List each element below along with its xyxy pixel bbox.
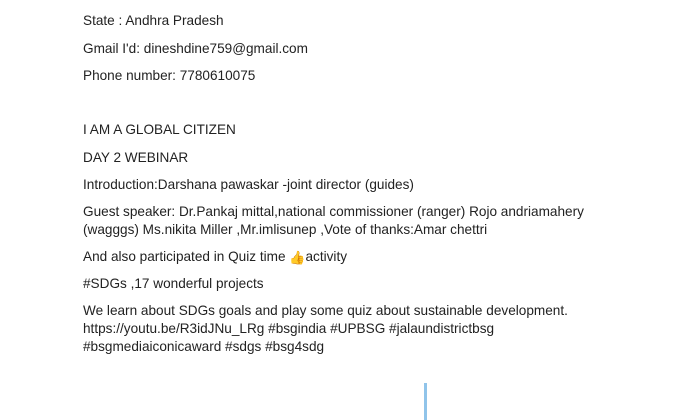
learn-line-3-hashtags: #bsgmediaiconicaward #sdgs #bsg4sdg bbox=[83, 339, 325, 354]
introduction-line: Introduction:Darshana pawaskar -joint director (guides) bbox=[83, 177, 414, 192]
learn-line-2-link[interactable]: https://youtu.be/R3idJNu_LRg #bsgindia #UPBSG #jalaundistrictbsg bbox=[83, 321, 495, 336]
day-webinar-line: DAY 2 WEBINAR bbox=[83, 150, 189, 165]
quiz-text-suffix: activity bbox=[305, 249, 348, 264]
learn-paragraph bbox=[83, 302, 568, 356]
quiz-line bbox=[83, 248, 347, 266]
quiz-text-prefix: And also participated in Quiz time bbox=[83, 249, 290, 264]
global-citizen-heading: I AM A GLOBAL CITIZEN bbox=[83, 122, 236, 137]
sdgs-line: #SDGs ,17 wonderful projects bbox=[83, 276, 264, 291]
guest-speaker-line-1: Guest speaker: Dr.Pankaj mittal,national commissioner (ranger) Rojo andriamahery bbox=[83, 204, 584, 219]
gmail-line: Gmail I'd: dineshdine759@gmail.com bbox=[83, 41, 308, 56]
learn-line-1: We learn about SDGs goals and play some quiz about sustainable development. bbox=[83, 303, 568, 318]
guest-speaker-paragraph bbox=[83, 203, 584, 239]
guest-speaker-line-2: (wagggs) Ms.nikita Miller ,Mr.imlisunep ,Vote of thanks:Amar chettri bbox=[83, 222, 488, 237]
state-line: State : Andhra Pradesh bbox=[83, 13, 224, 28]
text-cursor bbox=[424, 383, 427, 420]
thumbs-up-icon: 👍 bbox=[289, 250, 306, 265]
phone-line: Phone number: 7780610075 bbox=[83, 68, 256, 83]
